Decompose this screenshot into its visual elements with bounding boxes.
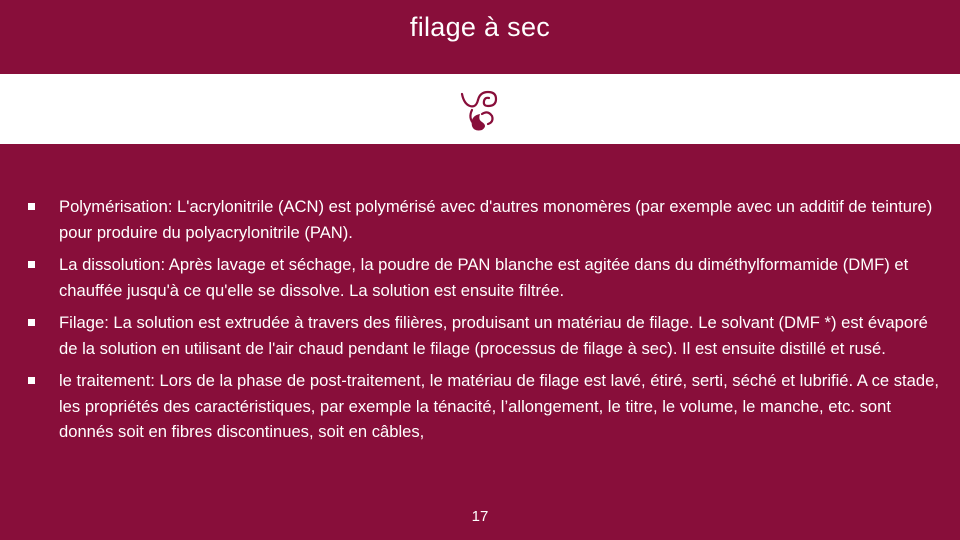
square-bullet-icon — [28, 377, 35, 384]
bullet-text: le traitement: Lors de la phase de post-traitement, le matériau de filage est lavé, étiré, serti, séché et lubrifié. A ce stade, les propriétés des caractéristiques, par exemple la ténacité, l’allongement, le titre, le volume, le manche, etc. sont donnés soit en fibres discontinues, soit en câbles, — [59, 371, 939, 441]
square-bullet-icon — [28, 319, 35, 326]
slide-title: filage à sec — [409, 12, 551, 42]
bullet-item-dissolution — [28, 252, 940, 303]
bullet-item-traitement — [28, 368, 940, 445]
bullet-text: Polymérisation: L'acrylonitrile (ACN) est polymérisé avec d'autres monomères (par exemple avec un additif de teinture) pour produire du polyacrylonitrile (PAN). — [59, 197, 933, 242]
bullet-item-polymerisation — [28, 194, 940, 245]
flourish-ornament-icon — [458, 84, 502, 134]
bullet-item-filage — [28, 310, 940, 361]
square-bullet-icon — [28, 203, 35, 210]
ornament-band — [0, 74, 960, 144]
bullet-text: Filage: La solution est extrudée à travers des filières, produisant un matériau de filage. Le solvant (DMF *) est évaporé de la solution en utilisant de l'air chaud pendant le filage (processus de filage à sec). Il est ensuite distillé et rusé. — [59, 313, 928, 358]
bullet-text: La dissolution: Après lavage et séchage, la poudre de PAN blanche est agitée dans du diméthylformamide (DMF) et chauffée jusqu'à ce qu'elle se dissolve. La solution est ensuite filtrée. — [59, 255, 909, 300]
square-bullet-icon — [28, 261, 35, 268]
title-bar — [0, 0, 960, 74]
bullet-list — [28, 194, 940, 452]
page-number: 17 — [471, 508, 489, 525]
